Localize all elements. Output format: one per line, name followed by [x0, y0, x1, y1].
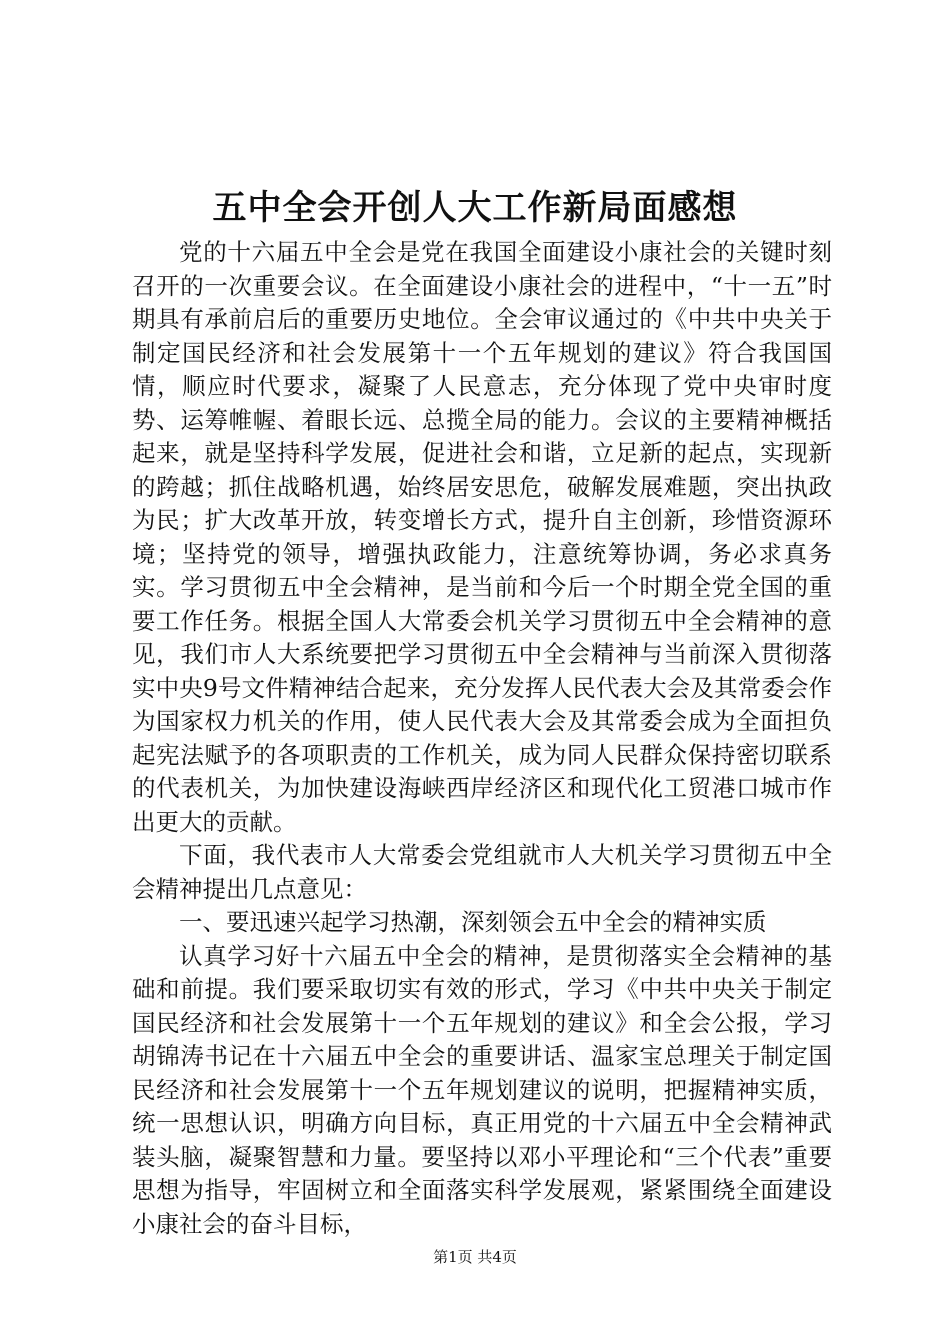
page-number-footer: 第1页 共4页 — [433, 1248, 517, 1266]
paragraph-intro: 党的十六届五中全会是党在我国全面建设小康社会的关键时刻召开的一次重要会议。在全面建设小康社会的进程中，“十一五”时期具有承前启后的重要历史地位。全会审议通过的《中共中央关于制定国民经济和社会发展第十一个五年规划的建议》符合我国国情，顺应时代要求，凝聚了人民意志，充分体现了党中央审时度势、运筹帷幄、着眼长远、总揽全局的能力。会议的主要精神概括起来，就是坚持科学发展，促进社会和谐，立足新的起点，实现新的跨越；抓住战略机遇，始终居安思危，破解发展难题，突出执政为民；扩大改革开放，转变增长方式，提升自主创新，珍惜资源环境；坚持党的领导，增强执政能力，注意统筹协调，务必求真务实。学习贯彻五中全会精神，是当前和今后一个时期全党全国的重要工作任务。根据全国人大常委会机关学习贯彻五中全会精神的意见，我们市人大系统要把学习贯彻五中全会精神与当前深入贯彻落实中央9号文件精神结合起来，充分发挥人民代表大会及其常委会作为国家权力机关的作用，使人民代表大会及其常委会成为全面担负起宪法赋予的各项职责的工作机关，成为同人民群众保持密切联系的代表机关，为加快建设海峡西岸经济区和现代化工贸港口城市作出更大的贡献。 — [132, 238, 832, 836]
paragraph-section-1: 认真学习好十六届五中全会的精神，是贯彻落实全会精神的基础和前提。我们要采取切实有效的形式，学习《中共中央关于制定国民经济和社会发展第十一个五年规划的建议》和全会公报，学习胡锦涛书记在十六届五中全会的重要讲话、温家宝总理关于制定国民经济和社会发展第十一个五年规划建议的说明，把握精神实质，统一思想认识，明确方向目标，真正用党的十六届五中全会精神武装头脑，凝聚智慧和力量。要坚持以邓小平理论和“三个代表”重要思想为指导，牢固树立和全面落实科学发展观，紧紧围绕全面建设小康社会的奋斗目标， — [132, 941, 832, 1238]
paragraph-transition: 下面，我代表市人大常委会党组就市人大机关学习贯彻五中全会精神提出几点意见： — [132, 841, 832, 903]
section-heading-1: 一、要迅速兴起学习热潮，深刻领会五中全会的精神实质 — [179, 908, 767, 936]
document-body — [132, 236, 832, 1241]
document-title: 五中全会开创人大工作新局面感想 — [212, 188, 738, 228]
